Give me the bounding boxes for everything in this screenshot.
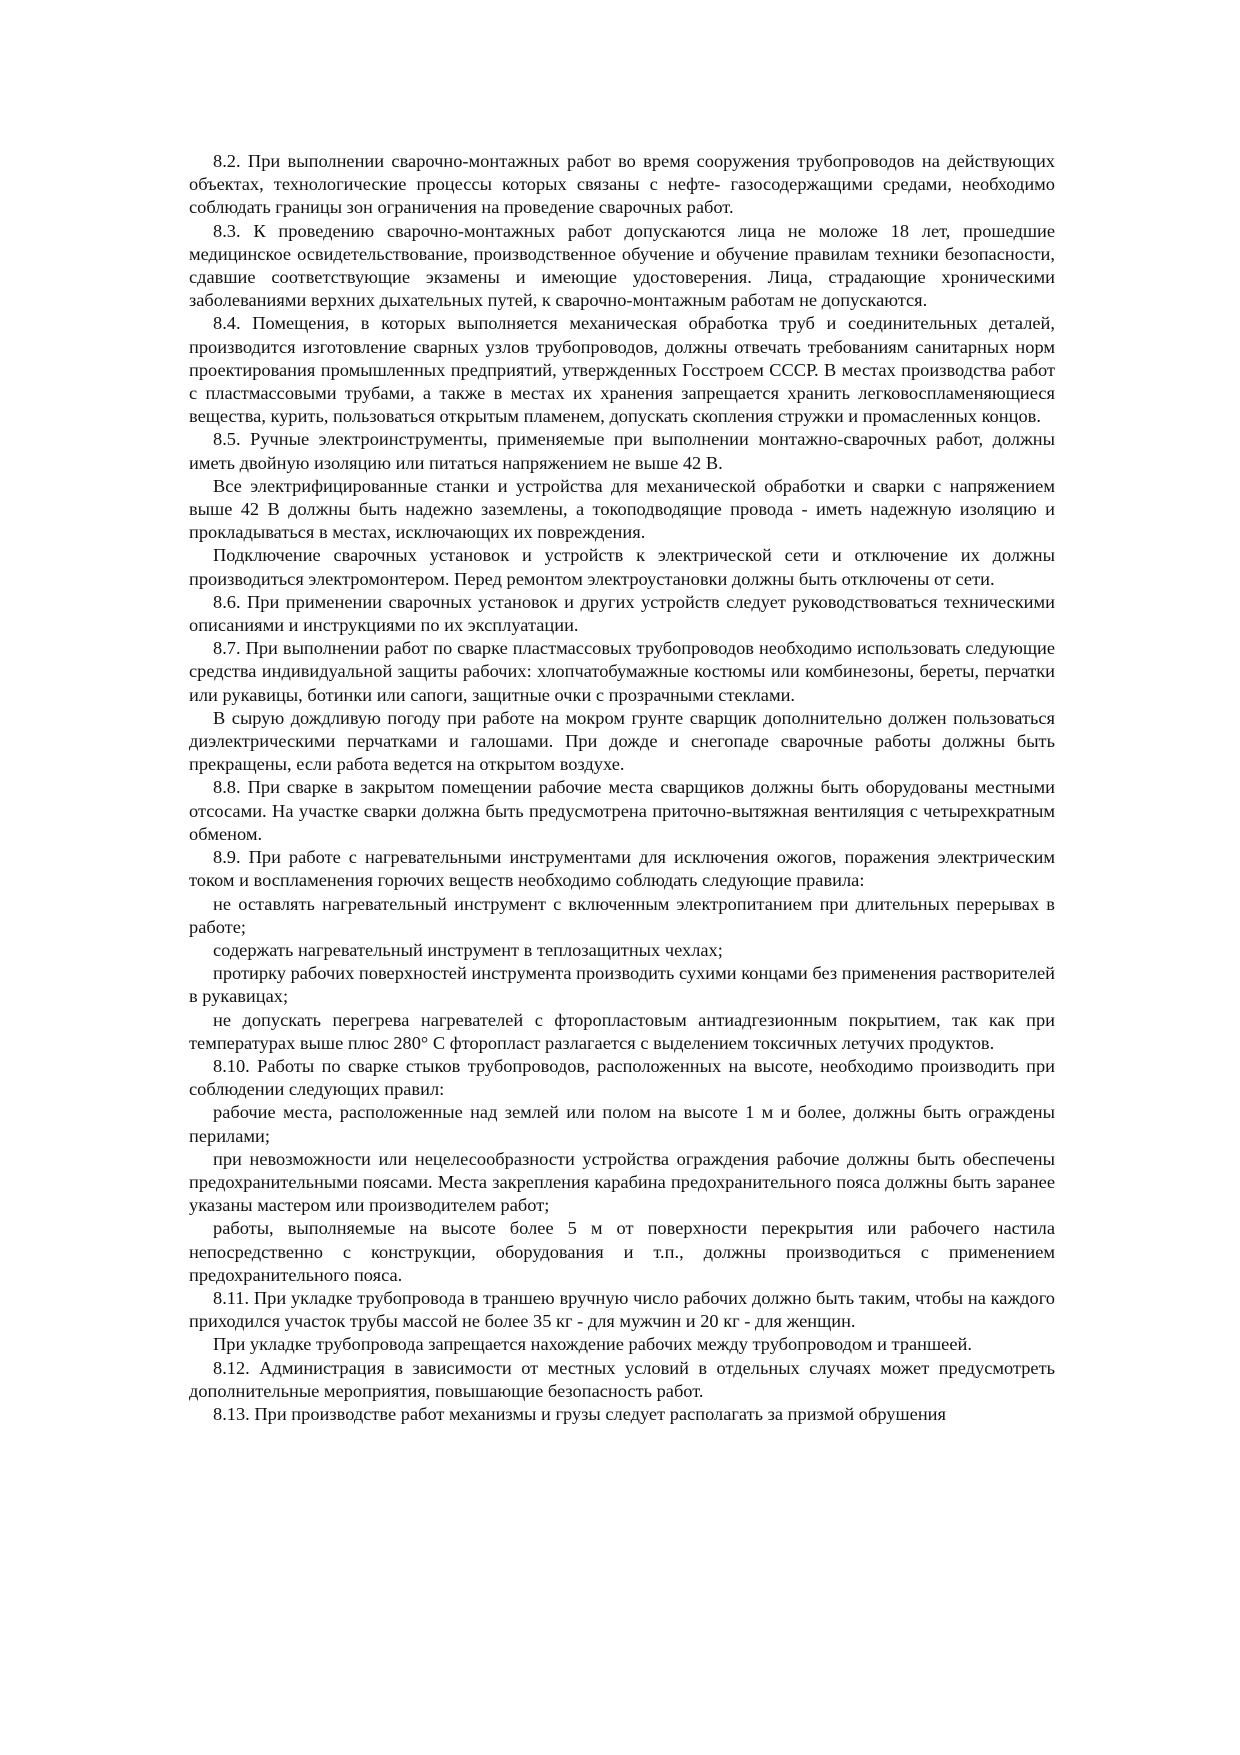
paragraph-grounding: Все электрифицированные станки и устройства для механической обработки и сварки с напряжением выше 42 В должны быть надежно заземлены, а токоподводящие провода - иметь надежную изоляцию и прокладываться в местах, исключающих их повреждения. [189, 475, 1055, 543]
paragraph-8-10: 8.10. Работы по сварке стыков трубопроводов, расположенных на высоте, необходимо производить при соблюдении следующих правил: [189, 1055, 1055, 1100]
paragraph-8-13: 8.13. При производстве работ механизмы и грузы следует располагать за призмой обрушения [213, 1403, 946, 1424]
paragraph-8-7: 8.7. При выполнении работ по сварке пластмассовых трубопроводов необходимо использовать следующие средства индивидуальной защиты рабочих: хлопчатобумажные костюмы или комбинезоны, береты, перчатки или рукавицы, ботинки или сапоги, защитные очки с прозрачными стеклами. [189, 638, 1055, 705]
paragraph-8-4: 8.4. Помещения, в которых выполняется механическая обработка труб и соединительных деталей, производится изготовление сварных узлов трубопроводов, должны отвечать требованиям санитарных норм проектирования промышленных предприятий, утвержденных Госстроем СССР. В местах производства работ с пластмассовыми трубами, а также в местах их хранения запрещается хранить легковоспламеняющиеся вещества, курить, пользоваться открытым пламенем, допускать скопления стружки и промасленных концов. [189, 313, 1055, 427]
paragraph-8-9: 8.9. При работе с нагревательными инструментами для исключения ожогов, поражения электрическим током и воспламенения горючих веществ необходимо соблюдать следующие правила: [189, 847, 1055, 891]
document-page [189, 150, 1055, 1426]
paragraph-8-2: 8.2. При выполнении сварочно-монтажных работ во время сооружения трубопроводов на действующих объектах, технологические процессы которых связаны с нефте- газосодержащими средами, необходимо соблюдать границы зон ограничения на проведение сварочных работ. [189, 151, 1055, 218]
paragraph-8-6: 8.6. При применении сварочных установок и других устройств следует руководствоваться техническими описаниями и инструкциями по их эксплуатации. [189, 591, 1055, 636]
paragraph-8-3: 8.3. К проведению сварочно-монтажных работ допускаются лица не моложе 18 лет, прошедшие медицинское освидетельствование, производственное обучение и обучение правилам техники безопасности, сдавшие соответствующие экзамены и имеющие удостоверения. Лица, страдающие хроническими заболеваниями верхних дыхательных путей, к сварочно-монтажным работам не допускаются. [189, 220, 1055, 311]
list-item-heater-covers: содержать нагревательный инструмент в теплозащитных чехлах; [213, 939, 723, 960]
paragraph-8-11: 8.11. При укладке трубопровода в траншею вручную число рабочих должно быть таким, чтобы на каждого приходился участок трубы массой не более 35 кг - для мужчин и 20 кг - для женщин. [189, 1287, 1055, 1332]
paragraph-8-8: 8.8. При сварке в закрытом помещении рабочие места сварщиков должны быть оборудованы местными отсосами. На участке сварки должна быть предусмотрена приточно-вытяжная вентиляция с четырехкратным обменом. [189, 777, 1055, 844]
paragraph-wet-weather: В сырую дождливую погоду при работе на мокром грунте сварщик дополнительно должен пользоваться диэлектрическими перчатками и галошами. При дожде и снегопаде сварочные работы должны быть прекращены, если работа ведется на открытом воздухе. [189, 707, 1055, 775]
list-item-safety-belts: при невозможности или нецелесообразности устройства ограждения рабочие должны быть обеспечены предохранительными поясами. Места закрепления карабина предохранительного пояса должны быть заранее указаны мастером или производителем работ; [189, 1148, 1055, 1216]
paragraph-8-12: 8.12. Администрация в зависимости от местных условий в отдельных случаях может предусмотреть дополнительные мероприятия, повышающие безопасность работ. [189, 1357, 1055, 1401]
paragraph-connection: Подключение сварочных установок и устройств к электрической сети и отключение их должны производиться электромонтером. Перед ремонтом электроустановки должны быть отключены от сети. [189, 545, 1055, 589]
list-item-railings: рабочие места, расположенные над землей или полом на высоте 1 м и более, должны быть ограждены перилами; [189, 1102, 1055, 1146]
list-item-heater-breaks: не оставлять нагревательный инструмент с включенным электропитанием при длительных перерывах в работе; [189, 893, 1055, 937]
paragraph-8-5: 8.5. Ручные электроинструменты, применяемые при выполнении монтажно-сварочных работ, должны иметь двойную изоляцию или питаться напряжением не выше 42 В. [189, 429, 1055, 473]
paragraph-trench: При укладке трубопровода запрещается нахождение рабочих между трубопроводом и траншеей. [213, 1334, 972, 1355]
list-item-overheating: не допускать перегрева нагревателей с фторопластовым антиадгезионным покрытием, так как при температурах выше плюс 280° С фторопласт разлагается с выделением токсичных летучих продуктов. [189, 1009, 1055, 1053]
list-item-height-5m: работы, выполняемые на высоте более 5 м от поверхности перекрытия или рабочего настила непосредственно с конструкции, оборудования и т.п., должны производиться с применением предохранительного пояса. [189, 1218, 1055, 1285]
list-item-wiping: протирку рабочих поверхностей инструмента производить сухими концами без применения растворителей в рукавицах; [189, 963, 1055, 1007]
